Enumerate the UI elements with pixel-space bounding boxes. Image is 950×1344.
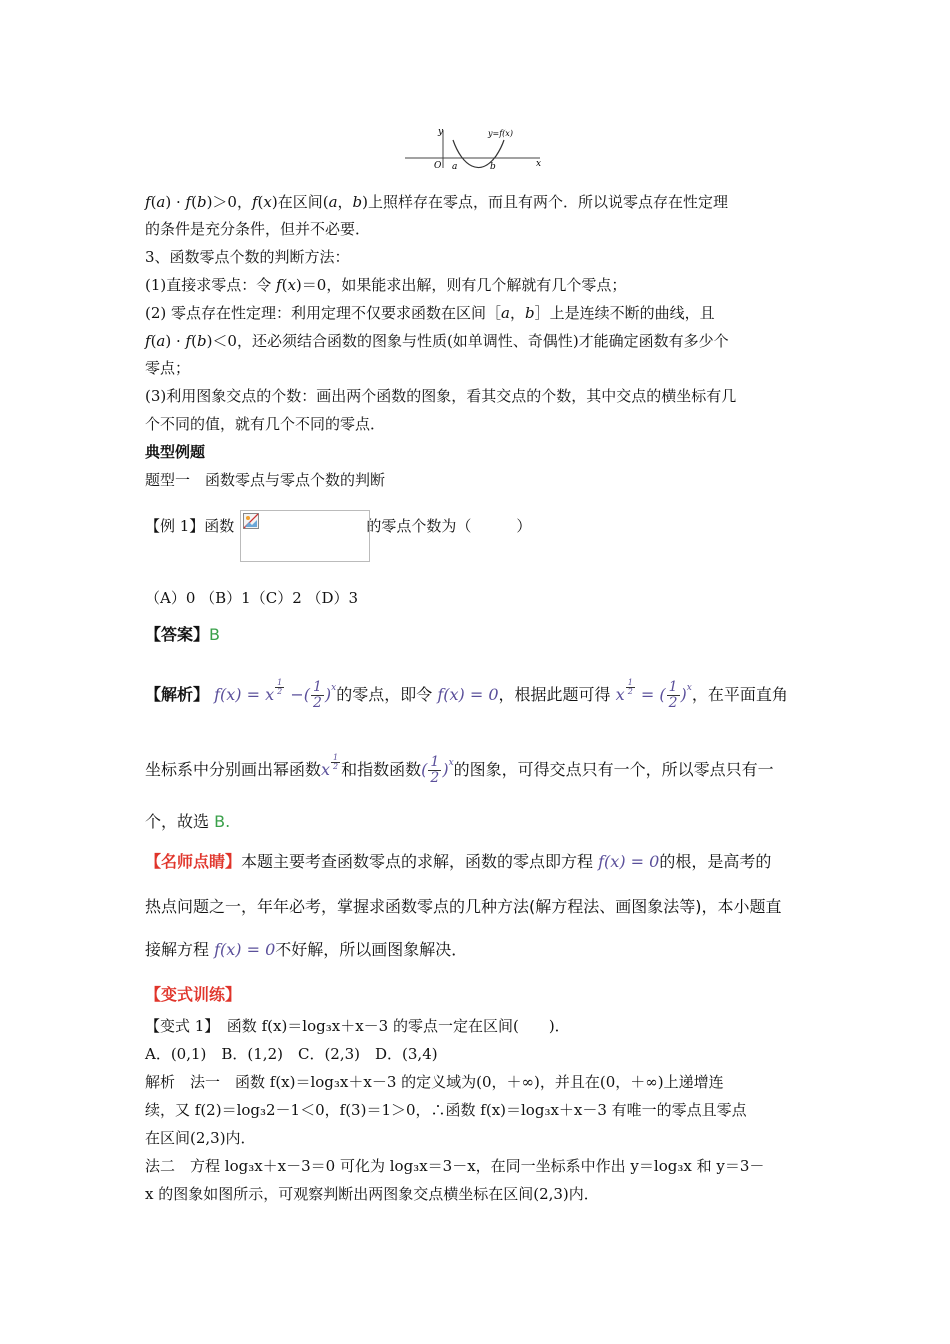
exp-half xyxy=(274,678,285,696)
t: − xyxy=(290,685,304,704)
formula-fx-eq0: f(x) = 0 xyxy=(598,852,660,871)
section-heading: 典型例题 xyxy=(145,443,206,461)
t: ( xyxy=(257,193,264,211)
answer-label: 【答案】 xyxy=(145,625,210,644)
text-line: 的条件是充分条件，但并不必要． xyxy=(145,220,371,238)
text-line: 个不同的值，就有几个不同的零点． xyxy=(145,415,386,433)
t: ( xyxy=(150,193,157,211)
text-line: (3)利用图象交点的个数：画出两个函数的图象，看其交点的个数，其中交点的横坐标有几 xyxy=(145,387,737,405)
teacher-note-line-2: 热点问题之一，年年必考，掌握求函数零点的几种方法(解方程法、画图象法等)，本小题直 xyxy=(145,897,782,916)
t: ( xyxy=(281,276,288,294)
t: 2 xyxy=(277,687,283,696)
text-line: x 的图象如图所示，可观察判断出两图象交点横坐标在区间(2,3)内． xyxy=(145,1185,599,1203)
t: = 0 xyxy=(469,685,499,704)
t: 1 xyxy=(627,678,633,687)
t: b xyxy=(525,304,535,322)
t: f xyxy=(276,276,282,294)
x-axis-label: x xyxy=(536,159,542,169)
t: f xyxy=(185,332,192,350)
t: ］上是连续不断的曲线，且 xyxy=(534,304,715,322)
formula-fx-eq0: f(x) = 0 xyxy=(437,685,499,704)
t: 1 xyxy=(277,678,283,687)
b-label: b xyxy=(490,162,496,172)
t: f xyxy=(145,332,151,350)
analysis-line-1 xyxy=(145,680,788,711)
t: ， xyxy=(337,193,353,211)
t: a xyxy=(156,193,166,211)
t: x xyxy=(263,193,272,211)
text-line: 续，又 f(2)＝log₃2－1＜0，f(3)＝1＞0，∴函数 f(x)＝log₃x＋x－3 有唯一的零点且零点 xyxy=(145,1101,747,1119)
t: 的零点个数为（ ） xyxy=(366,517,532,535)
t: )＜0，还必须结合函数的图象与性质(如单调性、奇偶性)才能确定函数有多少个 xyxy=(206,332,729,350)
t: ( xyxy=(191,193,197,211)
t: b xyxy=(196,332,207,350)
t: )＝0，如果能求出解，则有几个解就有几个零点； xyxy=(295,276,627,294)
t: ，根据此题可得 xyxy=(498,685,611,704)
t: f xyxy=(185,193,192,211)
t: a xyxy=(156,332,166,350)
formula-fx: f(x) = x $^{\frac{1}{2}}$ −( $\frac{1}{2}$ )$^x$ xyxy=(214,678,337,711)
y-axis-label: y xyxy=(438,127,444,137)
t: 2 xyxy=(333,762,339,771)
broken-image-placeholder xyxy=(240,510,370,562)
t: 的零点，即令 xyxy=(336,685,433,704)
variant-training-heading: 【变式训练】 xyxy=(145,985,242,1004)
t: f xyxy=(251,193,258,211)
exponential-function: ( $\frac{1}{2}$ )$^x$ xyxy=(421,754,454,786)
t: 本题主要考查函数零点的求解，函数的零点即方程 xyxy=(241,852,594,871)
t: x xyxy=(287,276,296,294)
text-line xyxy=(145,275,626,295)
variant-1-question: 【变式 1】 函数 f(x)＝log₃x＋x－3 的零点一定在区间( )． xyxy=(145,1017,570,1035)
t: x xyxy=(448,758,454,768)
t: f(x) = xyxy=(214,685,261,704)
broken-image-icon xyxy=(243,513,259,529)
text-line: 3、函数零点个数的判断方法： xyxy=(145,248,350,266)
t: a xyxy=(328,193,338,211)
t: 2 xyxy=(627,687,633,696)
t: x xyxy=(265,685,275,704)
t: 2 xyxy=(668,695,678,711)
teacher-note-line-1 xyxy=(145,852,771,872)
text-line: 题型一 函数零点与零点个数的判断 xyxy=(145,471,386,489)
t: 接解方程 xyxy=(145,940,210,959)
t: 1 xyxy=(313,679,322,695)
text-line: 解析 法一 函数 f(x)＝log₃x＋x－3 的定义域为(0，＋∞)，并且在(0，＋∞)上递增连 xyxy=(145,1073,724,1091)
t: ) · xyxy=(165,193,186,211)
answer-options: （A）0 （B）1（C）2 （D）3 xyxy=(145,589,359,607)
analysis-line-2 xyxy=(145,755,774,786)
function-graph-figure xyxy=(400,122,550,172)
curve-label: y=f(x) xyxy=(488,129,513,138)
t: (1)直接求零点：令 xyxy=(145,276,277,294)
t: 的根，是高考的 xyxy=(659,852,772,871)
t: 和指数函数 xyxy=(341,760,422,779)
t: 1 xyxy=(668,679,678,695)
t: )＞0， xyxy=(206,193,252,211)
text-line xyxy=(145,192,728,212)
t: 的图象，可得交点只有一个，所以零点只有一 xyxy=(453,760,774,779)
t: 不好解，所以画图象解决． xyxy=(275,940,468,959)
t: (2) 零点存在性定理：利用定理不仅要求函数在区间［ xyxy=(145,304,502,322)
t: a xyxy=(501,304,510,322)
text-line: 在区间(2,3)内． xyxy=(145,1129,256,1147)
formula-equation: x $^{\frac{1}{2}}$ = ( $\frac{1}{2}$ )$^x$ xyxy=(615,678,692,711)
t: )在区间( xyxy=(271,193,329,211)
t: 【例 1】函数 xyxy=(145,517,235,535)
text-line xyxy=(145,331,729,351)
t: = 0 xyxy=(630,852,660,871)
t: = xyxy=(640,685,655,704)
a-label: a xyxy=(452,162,458,172)
curve xyxy=(453,140,504,167)
power-function xyxy=(321,753,341,779)
t: 1 xyxy=(333,753,339,762)
t: x xyxy=(615,685,625,704)
text-line: 零点； xyxy=(145,359,191,377)
t: ) · xyxy=(165,332,186,350)
teacher-note-line-3 xyxy=(145,940,467,960)
t: f xyxy=(145,193,151,211)
variant-1-options: A．(0,1) B．(1,2) C．(2,3) D．(3,4) xyxy=(145,1045,438,1063)
t: 2 xyxy=(430,770,440,786)
answer-line xyxy=(145,625,220,645)
origin-label: O xyxy=(434,161,442,171)
text-line xyxy=(145,303,715,323)
t: ( xyxy=(191,332,197,350)
t: x xyxy=(686,683,692,693)
t: ，在平面直角 xyxy=(691,685,788,704)
t: ( xyxy=(150,332,157,350)
t: B. xyxy=(214,812,231,831)
answer-value: B xyxy=(209,625,220,644)
analysis-line-3 xyxy=(145,812,230,832)
t: 个，故选 xyxy=(145,812,215,831)
t: b xyxy=(196,193,207,211)
teacher-note-label: 【名师点睛】 xyxy=(145,852,242,871)
analysis-label: 【解析】 xyxy=(145,685,210,704)
t: x xyxy=(321,760,331,779)
t: )上照样存在零点，而且有两个．所以说零点存在性定理 xyxy=(362,193,729,211)
text-line: 法二 方程 log₃x＋x－3＝0 可化为 log₃x＝3－x，在同一坐标系中作出 y＝log₃x 和 y＝3－ xyxy=(145,1157,765,1175)
t: x xyxy=(331,683,337,693)
t: 2 xyxy=(313,695,322,711)
t: 坐标系中分别画出幂函数 xyxy=(145,760,322,779)
t: b xyxy=(352,193,363,211)
t: ， xyxy=(509,304,525,322)
t: = 0 xyxy=(246,940,276,959)
formula-fx-eq0: f(x) = 0 xyxy=(214,940,276,959)
t: 1 xyxy=(430,754,440,770)
